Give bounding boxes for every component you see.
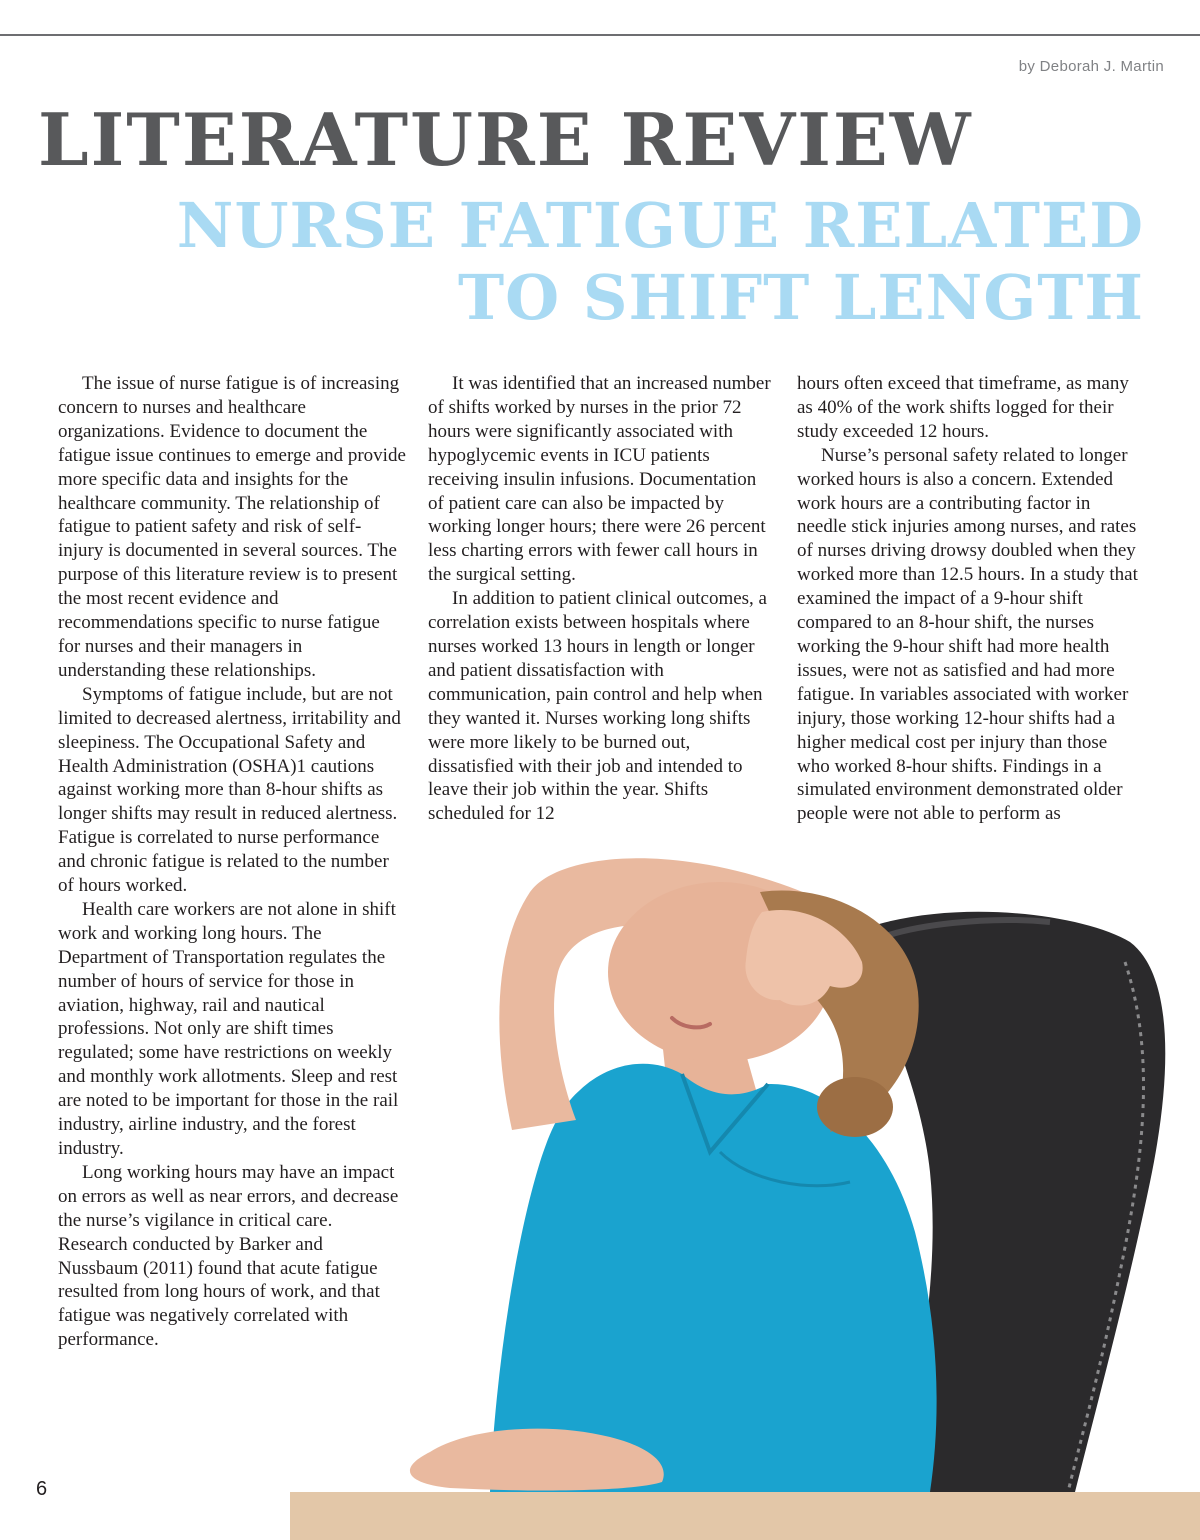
article-column-2 — [428, 372, 776, 826]
paragraph: The issue of nurse fatigue is of increasing concern to nurses and healthcare organizations. Evidence to document the fatigue issue continues to emerge and provide more specific data and insights for the healthcare community. The relationship of fatigue to patient safety and risk of self-injury is documented in several sources. The purpose of this literature review is to present the most recent evidence and recommendations specific to nurse fatigue for nurses and their managers in understanding these relationships. — [58, 373, 406, 681]
tired-nurse-photo — [290, 852, 1200, 1540]
paragraph: In addition to patient clinical outcomes, a correlation exists between hospitals where nurses worked 13 hours in length or longer and patient dissatisfaction with communication, pain control and help when they wanted it. Nurses working long shifts were more likely to be burned out, dissatisfied with their job and intended to leave their job within the year. Shifts scheduled for 12 — [428, 588, 767, 825]
paragraph: It was identified that an increased number of shifts worked by nurses in the prior 72 hours were significantly associated with hypoglycemic events in ICU patients receiving insulin infusions. Documentation of patient care can also be impacted by working longer hours; there were 26 percent less charting errors with fewer call hours in the surgical setting. — [428, 373, 771, 586]
paragraph: Nurse’s personal safety related to longer worked hours is also a concern. Extended work hours are a contributing factor in needle stick injuries among nurses, and rates of nurses driving drowsy doubled when they worked more than 12.5 hours. In a study that examined the impact of a 9-hour shift compared to an 8-hour shift, the nurses working the 9-hour shift had more health issues, were not as satisfied and had more fatigue. In variables associated with worker injury, those working 12-hour shifts had a higher medical cost per injury than those who worked 8-hour shifts. Findings in a simulated environment demonstrated older people were not able to perform as — [797, 444, 1138, 825]
paragraph: Health care workers are not alone in shift work and working long hours. The Department of Transportation regulates the number of hours of service for those in aviation, highway, rail and nautical professions. Not only are shift times regulated; some have restrictions on weekly and monthly work allotments. Sleep and rest are noted to be important for those in the rail industry, airline industry, and the forest industry. — [58, 898, 399, 1159]
byline: by Deborah J. Martin — [1018, 58, 1164, 75]
paragraph: Long working hours may have an impact on errors as well as near errors, and decrease the nurse’s vigilance in critical care. Research conducted by Barker and Nussbaum (2011) found that acute fatigue resulted from long hours of work, and that fatigue was negatively correlated with performance. — [58, 1161, 399, 1351]
page-title: LITERATURE REVIEW — [38, 97, 973, 182]
subtitle-line-2: TO SHIFT LENGTH — [457, 261, 1144, 334]
page-number: 6 — [36, 1478, 48, 1500]
top-rule — [0, 34, 1200, 36]
paragraph: Symptoms of fatigue include, but are not limited to decreased alertness, irritability and sleepiness. The Occupational Safety and Health Administration (OSHA)1 cautions against working more than 8-hour shifts as longer shifts may result in reduced alertness. Fatigue is correlated to nurse performance and chronic fatigue is related to the number of hours worked. — [58, 683, 401, 897]
paragraph: hours often exceed that timeframe, as many as 40% of the work shifts logged for their study exceeded 12 hours. — [797, 373, 1129, 442]
subtitle-line-1: NURSE FATIGUE RELATED — [176, 189, 1144, 262]
page-subtitle — [44, 190, 1144, 334]
desk — [290, 1492, 1200, 1540]
article-column-3 — [797, 372, 1142, 826]
